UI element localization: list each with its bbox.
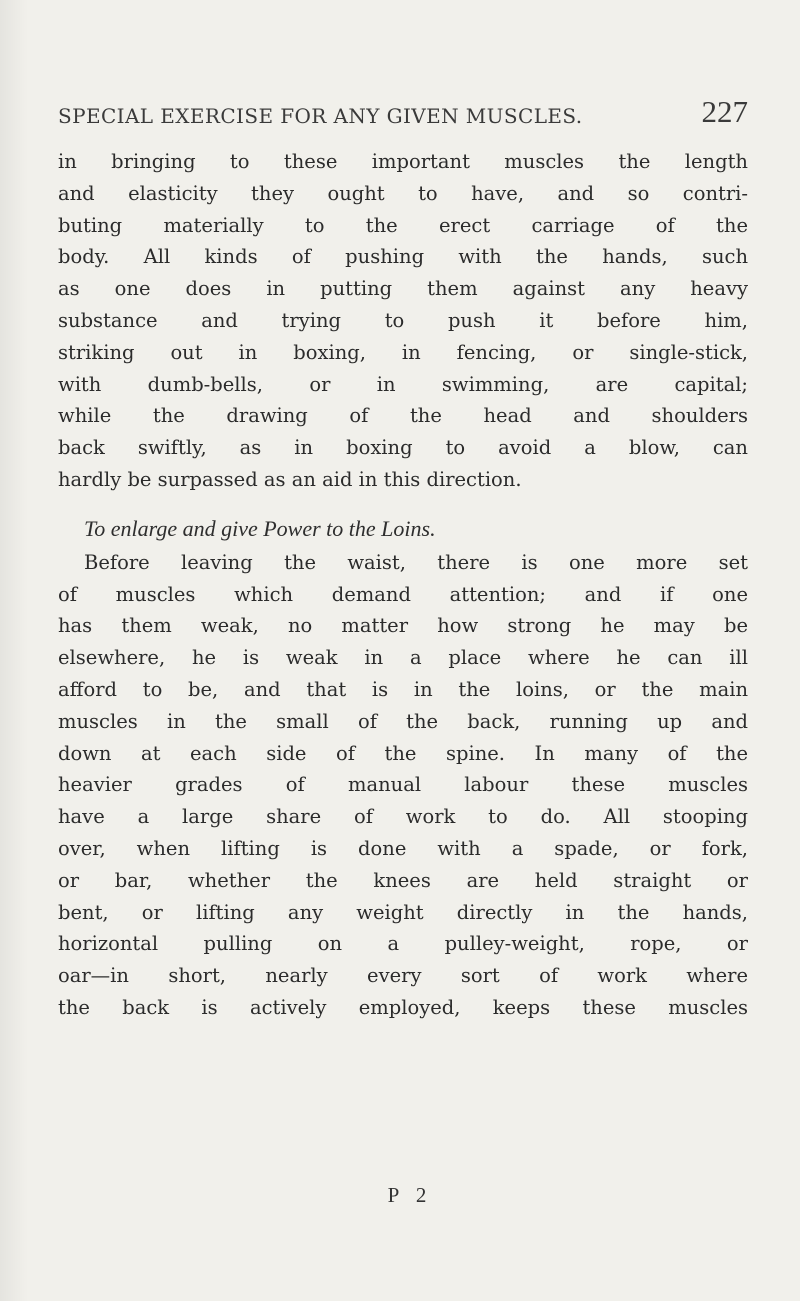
text-line: back swiftly, as in boxing to avoid a blow, can	[58, 436, 748, 460]
text-line: in bringing to these important muscles the length	[58, 150, 748, 173]
text-line: with dumb-bells, or in swimming, are capital;	[58, 372, 748, 396]
text-line: muscles in the small of the back, running up and	[58, 709, 748, 733]
text-line: over, when lifting is done with a spade, or fork,	[58, 836, 748, 860]
signature-mark: P 2	[387, 1183, 433, 1207]
section-gap	[58, 496, 748, 511]
text-line: and elasticity they ought to have, and so contri-	[58, 181, 748, 205]
text-line: has them weak, no matter how strong he may be	[58, 614, 748, 638]
text-line: substance and trying to push it before him,	[58, 308, 748, 332]
text-line: down at each side of the spine. In many of the	[58, 741, 748, 765]
text-line: heavier grades of manual labour these muscles	[58, 773, 748, 797]
text-line: oar—in short, nearly every sort of work where	[58, 964, 748, 988]
section-heading: To enlarge and give Power to the Loins.	[84, 515, 436, 541]
text-line: elsewhere, he is weak in a place where he can ill	[58, 646, 748, 670]
text-line: or bar, whether the knees are held straight or	[58, 868, 748, 892]
text-line: of muscles which demand attention; and if one	[58, 582, 748, 606]
running-title: SPECIAL EXERCISE FOR ANY GIVEN MUSCLES.	[58, 104, 583, 128]
text-line: horizontal pulling on a pulley-weight, rope, or	[58, 932, 748, 956]
paragraph-1	[58, 146, 748, 496]
text-line: as one does in putting them against any heavy	[58, 277, 748, 301]
text-line: the back is actively employed, keeps these muscles	[58, 995, 748, 1019]
text-line: Before leaving the waist, there is one more set	[84, 550, 748, 574]
body-text	[58, 146, 748, 1024]
text-line: bent, or lifting any weight directly in the hands,	[58, 900, 748, 924]
text-line: have a large share of work to do. All stooping	[58, 805, 748, 829]
text-line: while the drawing of the head and shoulders	[58, 404, 748, 428]
text-line: afford to be, and that is in the loins, or the main	[58, 677, 748, 701]
running-head	[58, 92, 748, 136]
page-number: 227	[701, 94, 748, 129]
text-line: hardly be surpassed as an aid in this direction.	[58, 467, 522, 491]
paragraph-2	[58, 547, 748, 1024]
text-line: body. All kinds of pushing with the hands, such	[58, 245, 748, 269]
text-line: striking out in boxing, in fencing, or single-stick,	[58, 340, 748, 364]
text-line: buting materially to the erect carriage of the	[58, 213, 748, 237]
